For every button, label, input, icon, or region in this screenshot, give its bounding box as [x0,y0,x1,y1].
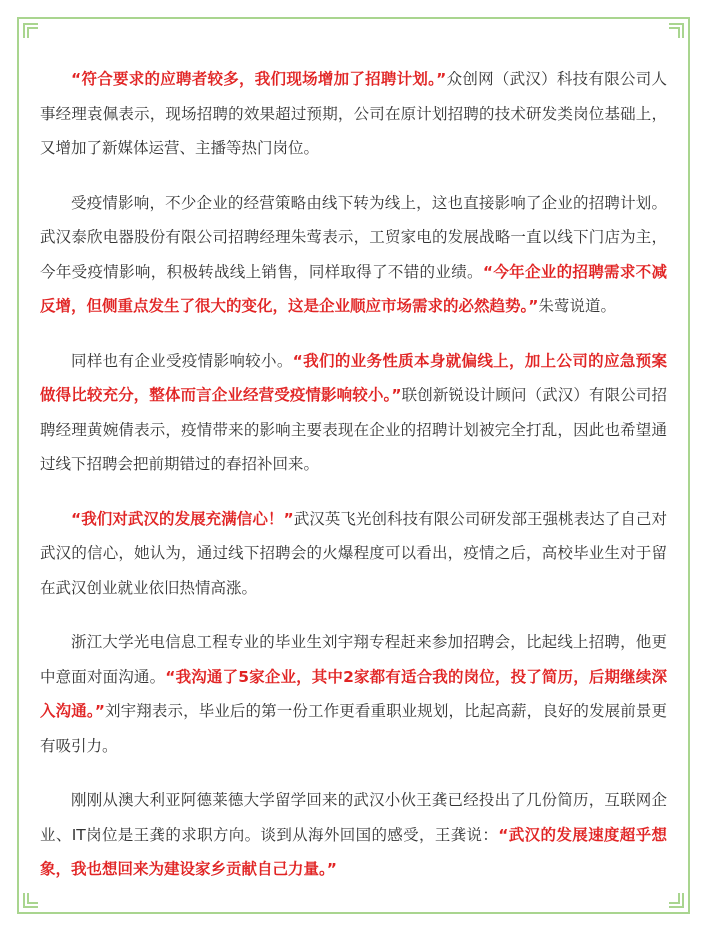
body-text: 受疫情影响，不少企业的经营策略由线下转为线上，这也直接影响了企业的招聘计划。武汉泰欣电器股份有限公司招聘经理朱莺表示，工贸家电的发展战略一直以线下门店为主，今年受疫情影响，积极转战线上销售，同样取得了不错的业绩。 [40,193,667,281]
body-text: 刚刚从澳大利亚阿德莱德大学留学回来的武汉小伙王龚已经投出了几份简历，互联网企业、IT岗位是王龚的求职方向。谈到从海外回国的感受，王龚说： [40,791,667,844]
body-text: 刘宇翔表示，毕业后的第一份工作更看重职业规划，比起高薪，良好的发展前景更有吸引力。 [40,702,668,755]
paragraph-1 [40,62,667,166]
body-text: 联创新锐设计顾问（武汉）有限公司招聘经理黄婉倩表示，疫情带来的影响主要表现在企业的招聘计划被完全打乱，因此也希望通过线下招聘会把前期错过的春招补回来。 [40,386,667,473]
quote-text: “我沟通了5家企业，其中2家都有适合我的岗位，投了简历，后期继续深入沟通。” [40,667,667,720]
corner-ornament-icon [668,892,684,908]
body-text: 同样也有企业受疫情影响较小。 [71,351,293,370]
corner-ornament-icon [23,23,39,39]
quote-text: “我们对武汉的发展充满信心！” [71,509,294,528]
body-text: 朱莺说道。 [538,297,616,315]
body-text: 众创网（武汉）科技有限公司人事经理袁佩表示，现场招聘的效果超过预期，公司在原计划招聘的技术研发类岗位基础上，又增加了新媒体运营、主播等热门岗位。 [40,70,667,157]
paragraph-5 [40,625,667,763]
quote-text: “武汉的发展速度超乎想象，我也想回来为建设家乡贡献自己力量。” [40,825,667,878]
corner-ornament-icon [668,23,684,39]
quote-text: “符合要求的应聘者较多，我们现场增加了招聘计划。” [71,70,447,88]
quote-text: “我们的业务性质本身就偏线上，加上公司的应急预案做得比较充分，整体而言企业经营受疫情影响较小。” [40,351,667,404]
paragraph-4 [40,502,667,606]
paragraph-6 [40,783,667,887]
article-body [40,62,667,907]
quote-text: “今年企业的招聘需求不减反增，但侧重点发生了很大的变化，这是企业顺应市场需求的必然趋势。” [40,262,667,315]
body-text: 武汉英飞光创科技有限公司研发部王强桃表达了自己对武汉的信心，她认为，通过线下招聘会的火爆程度可以看出，疫情之后，高校毕业生对于留在武汉创业就业依旧热情高涨。 [40,509,667,597]
paragraph-3 [40,344,667,482]
body-text: 浙江大学光电信息工程专业的毕业生刘宇翔专程赶来参加招聘会，比起线上招聘，他更中意面对面沟通。 [40,633,667,686]
corner-ornament-icon [23,892,39,908]
paragraph-2 [40,186,667,324]
